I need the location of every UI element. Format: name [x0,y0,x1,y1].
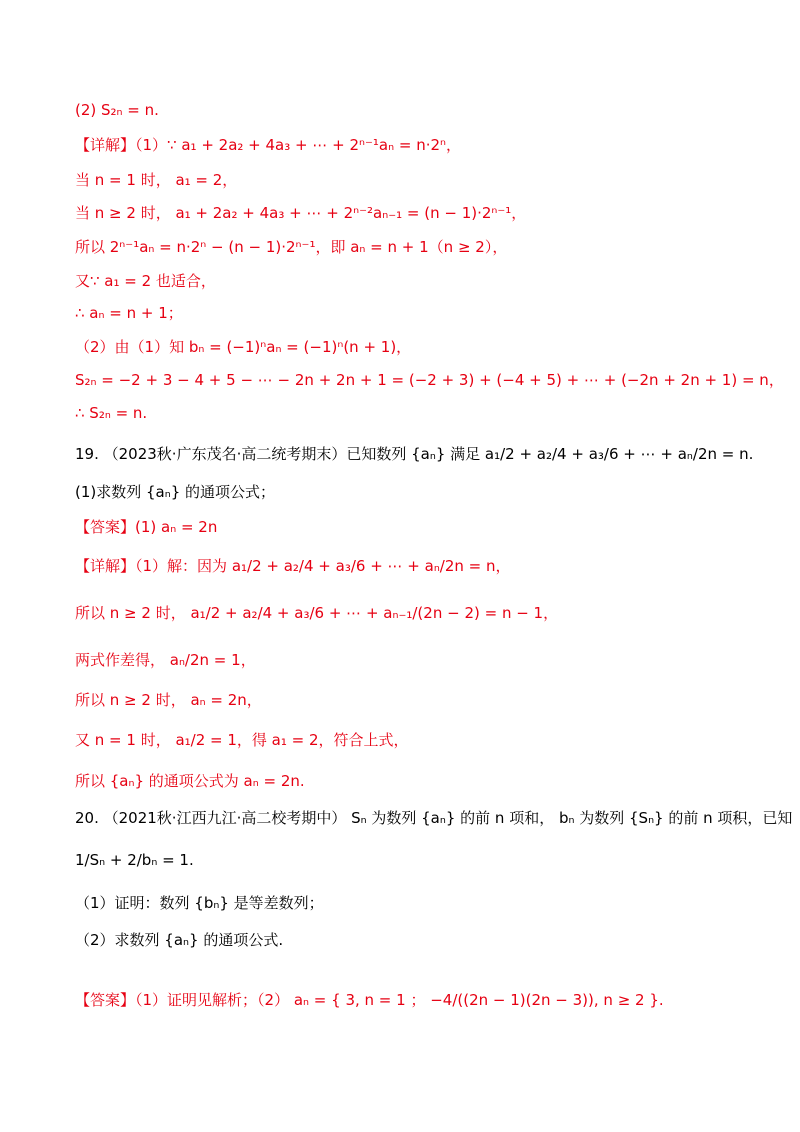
document-line: （1）证明：数列 {bₙ} 是等差数列； [75,894,324,912]
document-line: 所以 {aₙ} 的通项公式为 aₙ = 2n. [75,772,305,790]
document-line: ∴ aₙ = n + 1； [75,304,183,322]
document-line: 【详解】（1）解：因为 a₁/2 + a₂/4 + a₃/6 + ⋯ + aₙ/2n = n， [75,557,511,575]
document-line: 1/Sₙ + 2/bₙ = 1. [75,851,194,869]
document-line: 所以 n ≥ 2 时， aₙ = 2n， [75,691,262,709]
document-line: 20. （2021秋·江西九江·高二校考期中） Sₙ 为数列 {aₙ} 的前 n 项和， bₙ 为数列 {Sₙ} 的前 n 项积，已知 [75,809,793,827]
document-line: 所以 n ≥ 2 时， a₁/2 + a₂/4 + a₃/6 + ⋯ + aₙ₋₁/(2n − 2) = n − 1， [75,604,559,622]
document-line: 【答案】（1）证明见解析；（2） aₙ = { 3, n = 1 ； −4/((2n − 1)(2n − 3)), n ≥ 2 }. [75,991,664,1009]
document-line: (2) S₂ₙ = n. [75,101,159,119]
document-line: S₂ₙ = −2 + 3 − 4 + 5 − ⋯ − 2n + 2n + 1 = (−2 + 3) + (−4 + 5) + ⋯ + (−2n + 2n + 1) = n， [75,371,784,389]
document-line: 当 n ≥ 2 时， a₁ + 2a₂ + 4a₃ + ⋯ + 2ⁿ⁻²aₙ₋₁ = (n − 1)·2ⁿ⁻¹， [75,204,527,222]
document-line: (1)求数列 {aₙ} 的通项公式； [75,483,276,501]
document-line: 又 n = 1 时， a₁/2 = 1，得 a₁ = 2，符合上式， [75,731,409,749]
document-line: ∴ S₂ₙ = n. [75,404,148,422]
document-line: 当 n = 1 时， a₁ = 2， [75,171,238,189]
document-line: 所以 2ⁿ⁻¹aₙ = n·2ⁿ − (n − 1)·2ⁿ⁻¹，即 aₙ = n + 1（n ≥ 2）， [75,238,508,256]
document-line: 【答案】(1) aₙ = 2n [75,518,218,536]
document-line: 两式作差得， aₙ/2n = 1， [75,651,256,669]
document-line: 【详解】（1）∵ a₁ + 2a₂ + 4a₃ + ⋯ + 2ⁿ⁻¹aₙ = n·2ⁿ， [75,136,461,154]
document-line: 19. （2023秋·广东茂名·高二统考期末）已知数列 {aₙ} 满足 a₁/2 + a₂/4 + a₃/6 + ⋯ + aₙ/2n = n. [75,445,754,463]
document-line: （2）求数列 {aₙ} 的通项公式. [75,931,284,949]
document-line: 又∵ a₁ = 2 也适合， [75,272,216,290]
document-line: （2）由（1）知 bₙ = (−1)ⁿaₙ = (−1)ⁿ(n + 1)， [75,338,412,356]
